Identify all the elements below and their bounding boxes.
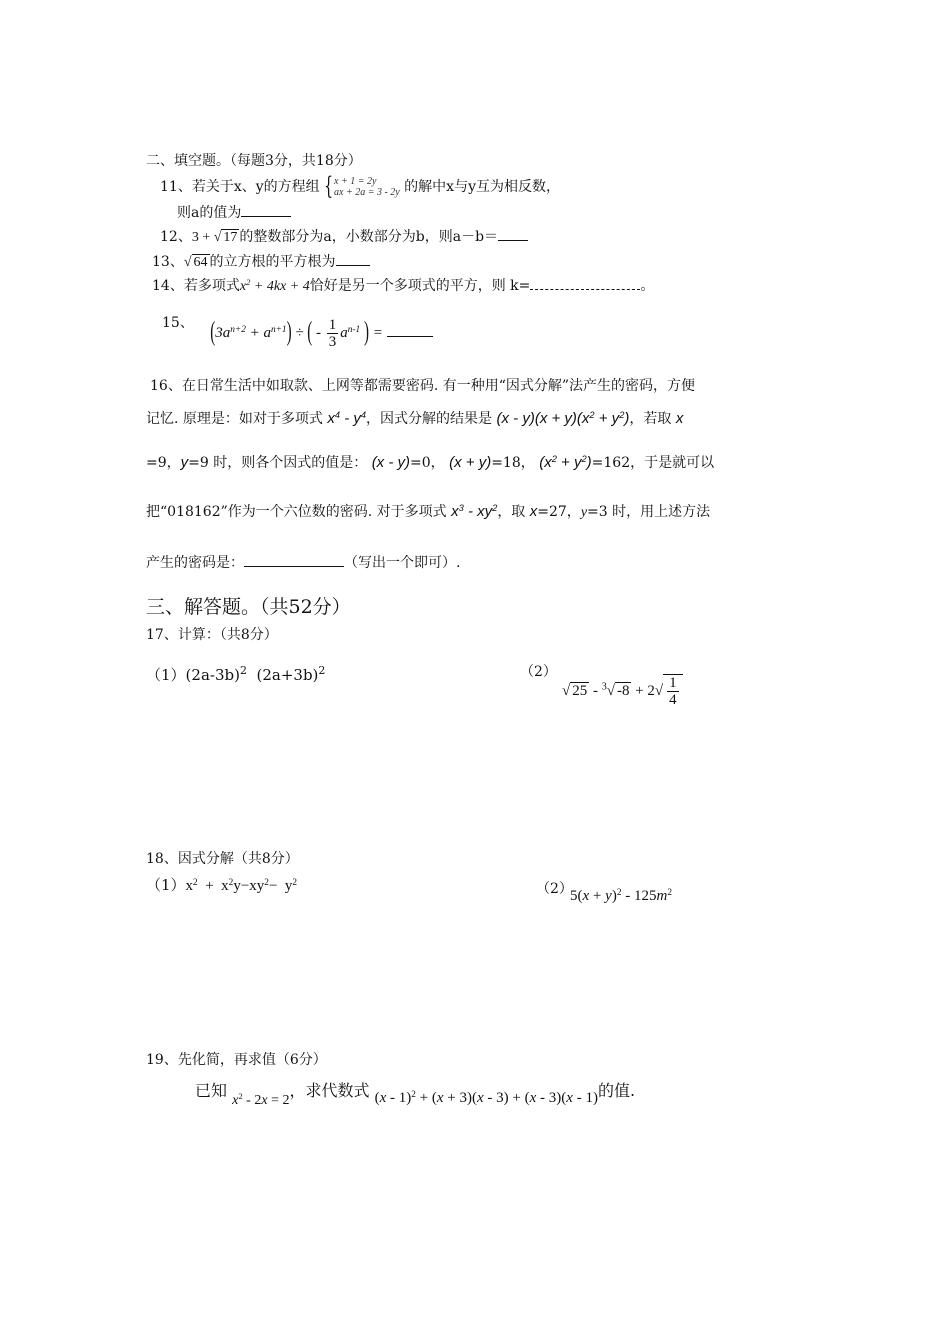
question-18-part2-expr: $5(x + y)^2 - 125m^2$ — [570, 887, 672, 904]
answer-blank[interactable] — [530, 277, 640, 290]
question-11-line2: 则a的值为 — [177, 202, 291, 223]
question-16-line1: 16、在日常生活中如取款、上网等都需要密码. 有一种用“因式分解”法产生的密码，方便 — [150, 378, 696, 394]
expression-15: $(3a^{n+2} + a^{n+1})$ ÷ ( - $\frac{1}{3}$ $a^{n-1}$ ) = — [210, 317, 387, 351]
answer-blank[interactable] — [241, 202, 291, 217]
answer-blank[interactable] — [498, 226, 528, 241]
section-3-title: 三、解答题。（共52分） — [146, 596, 351, 618]
question-17-part1: $(1)(2a-3b)^2$ $(2a+3b)^2$ — [146, 663, 326, 684]
answer-blank[interactable] — [387, 328, 433, 337]
equation-system: x + 1 = 2y ax + 2a = 3 - 2y — [334, 176, 400, 198]
question-16-line5: 产生的密码是： （写出一个即可）. — [146, 552, 460, 573]
question-16-line3: =9，y=9 时，则各个因式的值是： (x - y)=0， (x + y)=18， $(x^2 + y^2)=162$，于是就可以 — [146, 453, 715, 471]
question-17-part2-label: （2） — [520, 664, 557, 680]
section-2-title: 二、填空题。（每题3分，共18分） — [146, 153, 362, 169]
question-11: 11、若关于x、y的方程组 { x + 1 = 2y ax + 2a = 3 - 2y 的解中x与y互为相反数， — [160, 173, 560, 201]
answer-blank[interactable] — [336, 251, 370, 266]
question-19-body: 已知 $x^2 - 2x = 2$，求代数式 (x - 1)$^2$ + (x + 3)(x - 3) + (x - 3)(x - 1)的值. — [195, 1081, 636, 1108]
question-13: 13、√ 64 的立方根的平方根为 — [152, 251, 370, 273]
question-17-title: 17、计算：（共8分） — [146, 627, 278, 643]
question-19-title: 19、先化简，再求值（6分） — [146, 1052, 327, 1068]
question-14: 14、若多项式$x^2 + 4kx + 4$恰好是另一个多项式的平方，则 k= 。 — [152, 277, 655, 294]
question-17-part2-expr: √ 25 - $^3$√ -8 + 2√ $\frac{1}{4}$ — [562, 672, 683, 710]
question-16-line4: 把“018162”作为一个六位数的密码. 对于多项式 $x^3 - xy^2$，取 x=27，y=3 时，用上述方法 — [146, 502, 711, 520]
question-12: 12、3 + √ 17 的整数部分为a，小数部分为b，则a－b＝ — [160, 226, 528, 248]
question-18-part2-label: （2） — [536, 881, 573, 897]
question-15: 15、 $(3a^{n+2} + a^{n+1})$ ÷ ( - $\frac{1}{3}$ $a^{n-1}$ ) = — [162, 313, 433, 357]
question-18-part1: $(1)x^2 + x^2y-xy^2- y^2$ — [146, 876, 298, 894]
question-16-line2: 记忆. 原理是：如对于多项式 $x^4 - y^4$，因式分解的结果是 $(x - y)(x + y)(x^2 + y^2)$，若取 x — [146, 409, 684, 427]
answer-blank[interactable] — [244, 552, 344, 567]
question-18-title: 18、因式分解（共8分） — [146, 851, 299, 867]
